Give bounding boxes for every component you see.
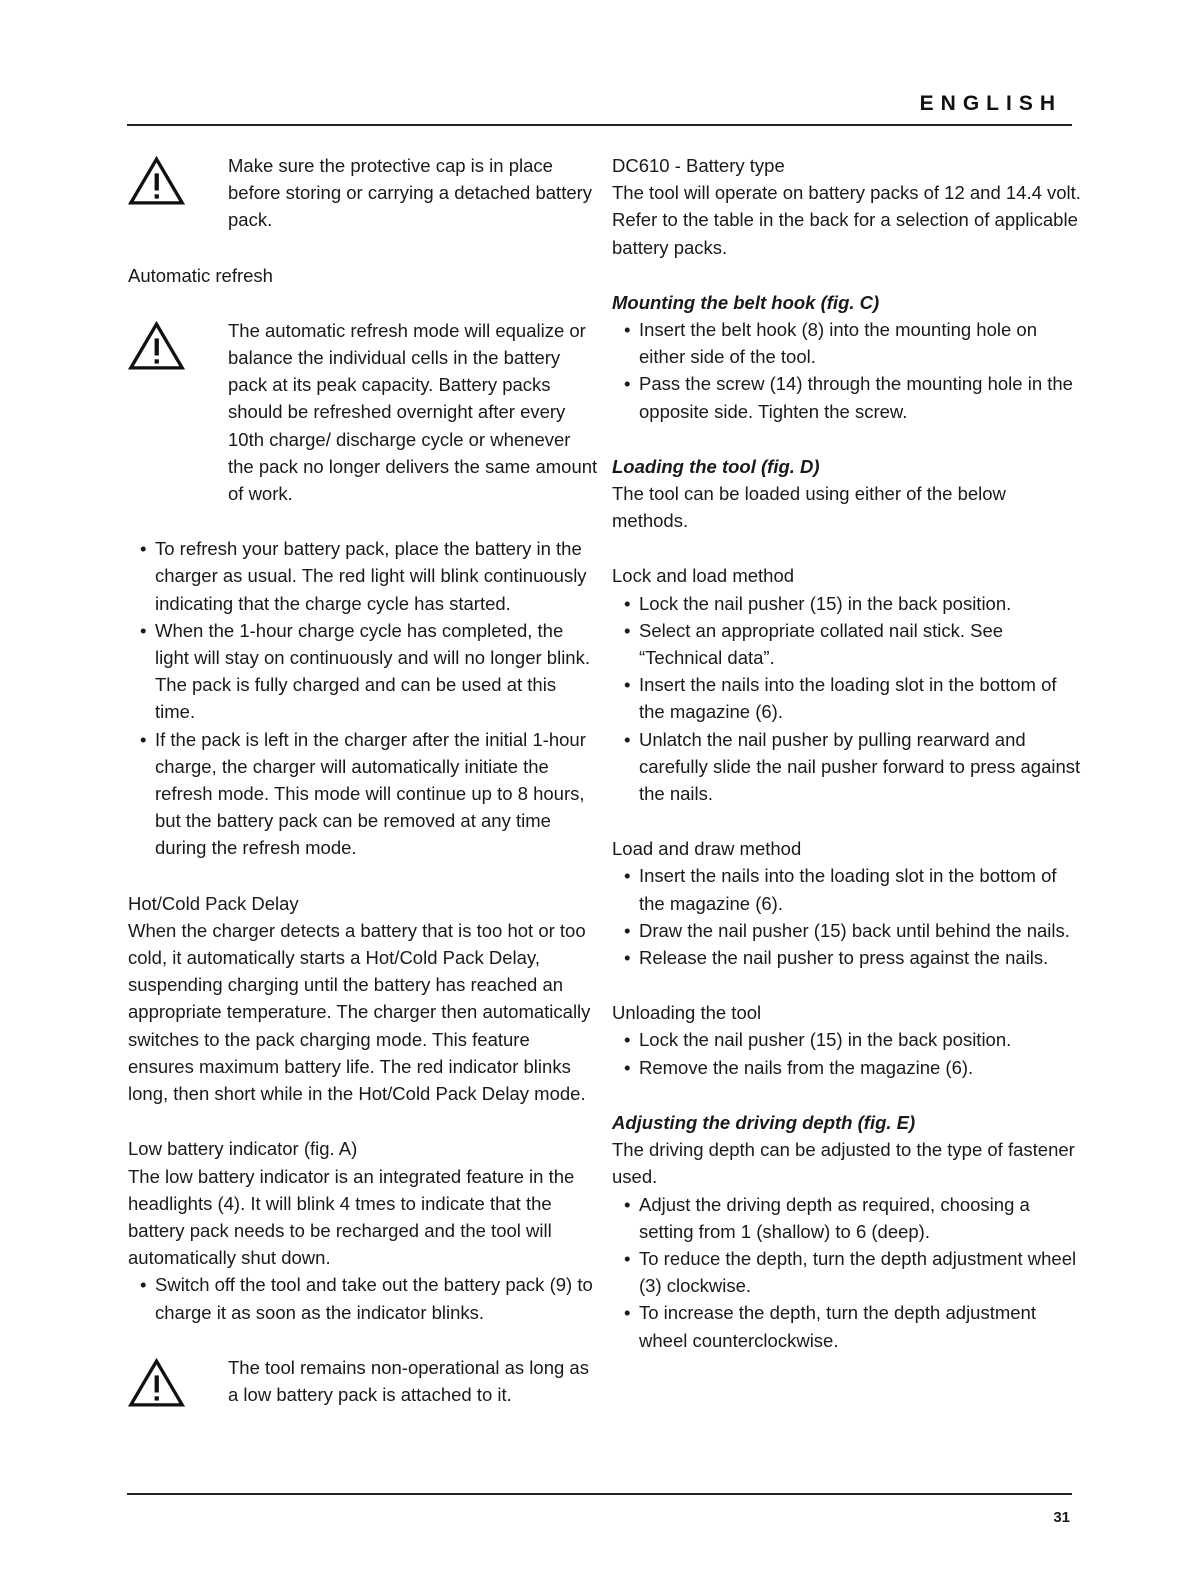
- warning-triangle-icon: [128, 321, 185, 371]
- section-title-loading: Loading the tool (fig. D): [612, 455, 820, 477]
- paragraph-low-battery: The low battery indicator is an integrated feature in the headlights (4). It will blink 4 tmes to indicate that the battery pack needs to be recharged and the tool will automatically shut down.: [128, 1165, 575, 1269]
- list-item: • Draw the nail pusher (15) back until behind the nails.: [612, 917, 1082, 944]
- list-item: • Pass the screw (14) through the mounting hole in the opposite side. Tighten the screw.: [612, 370, 1082, 424]
- language-header: ENGLISH: [919, 92, 1062, 115]
- warning-block-low-battery: [128, 1354, 598, 1408]
- warning-block-refresh: [128, 317, 598, 507]
- list-item: • Insert the nails into the loading slot in the bottom of the magazine (6).: [612, 862, 1082, 916]
- list-item: • Release the nail pusher to press against the nails.: [612, 944, 1082, 971]
- bullet-list-low-battery: [128, 1271, 598, 1325]
- section-title-hot-cold: Hot/Cold Pack Delay: [128, 892, 299, 914]
- bullet-list-load-draw: [612, 862, 1082, 971]
- section-title-battery-type: DC610 - Battery type: [612, 155, 785, 176]
- section-title-belt-hook: Mounting the belt hook (fig. C): [612, 291, 880, 313]
- list-item: • When the 1-hour charge cycle has completed, the light will stay on continuously and will no longer blink. The pack is fully charged and can be used at this time.: [128, 617, 598, 726]
- warning-text: Make sure the protective cap is in place before storing or carrying a detached battery pack.: [228, 155, 593, 231]
- paragraph-hot-cold: When the charger detects a battery that is too hot or too cold, it automatically starts a Hot/Cold Pack Delay, suspending charging until the battery has reached an appropriate temperature. The charger then automatically switches to the pack charging mode. This feature ensures maximum battery life. The red indicator blinks long, then short while in the Hot/Cold Pack Delay mode.: [128, 919, 591, 1105]
- list-item: • To increase the depth, turn the depth adjustment wheel counterclockwise.: [612, 1299, 1082, 1353]
- list-item: • Lock the nail pusher (15) in the back position.: [612, 1026, 1082, 1053]
- warning-triangle-icon: [128, 156, 185, 206]
- page-number: 31: [1053, 1509, 1070, 1526]
- section-title-lock-load: Lock and load method: [612, 565, 795, 587]
- list-item: • Remove the nails from the magazine (6).: [612, 1054, 1082, 1081]
- right-column: [612, 152, 1082, 1354]
- bullet-list-unloading: [612, 1026, 1082, 1080]
- list-item: • Unlatch the nail pusher by pulling rearward and carefully slide the nail pusher forward to press against the nails.: [612, 726, 1082, 808]
- list-item: • Insert the belt hook (8) into the mounting hole on either side of the tool.: [612, 316, 1082, 370]
- warning-block-cap: [128, 152, 598, 234]
- list-item: • To refresh your battery pack, place the battery in the charger as usual. The red light will blink continuously indicating that the charge cycle has started.: [128, 535, 598, 617]
- bullet-list-lock-load: [612, 590, 1082, 808]
- header-rule: [127, 124, 1072, 126]
- bullet-list-refresh: [128, 535, 598, 861]
- section-title-unloading: Unloading the tool: [612, 1002, 762, 1024]
- bullet-list-driving-depth: [612, 1191, 1082, 1354]
- warning-text: The tool remains non-operational as long as a low battery pack is attached to it.: [228, 1356, 589, 1405]
- list-item: • If the pack is left in the charger after the initial 1-hour charge, the charger will automatically initiate the refresh mode. This mode will continue up to 8 hours, but the battery pack can be removed at any time during the refresh mode.: [128, 726, 598, 862]
- section-title-low-battery: Low battery indicator (fig. A): [128, 1138, 358, 1160]
- section-title-driving-depth: Adjusting the driving depth (fig. E): [612, 1111, 916, 1133]
- list-item: • Insert the nails into the loading slot in the bottom of the magazine (6).: [612, 671, 1082, 725]
- paragraph-driving-depth: The driving depth can be adjusted to the type of fastener used.: [612, 1139, 1075, 1188]
- section-title-load-draw: Load and draw method: [612, 838, 802, 860]
- list-item: • Lock the nail pusher (15) in the back position.: [612, 590, 1082, 617]
- warning-triangle-icon: [128, 1358, 185, 1408]
- section-title-auto-refresh: Automatic refresh: [128, 264, 273, 286]
- paragraph-battery-type: The tool will operate on battery packs of 12 and 14.4 volt. Refer to the table in the back for a selection of applicable battery packs.: [612, 182, 1081, 258]
- list-item: • Switch off the tool and take out the battery pack (9) to charge it as soon as the indicator blinks.: [128, 1271, 598, 1325]
- warning-text: The automatic refresh mode will equalize or balance the individual cells in the battery pack at its peak capacity. Battery packs should be refreshed overnight after every 10th charge/ discharge cycle or whenever the pack no longer delivers the same amount of work.: [228, 319, 598, 505]
- list-item: • Adjust the driving depth as required, choosing a setting from 1 (shallow) to 6 (deep).: [612, 1191, 1082, 1245]
- list-item: • Select an appropriate collated nail stick. See “Technical data”.: [612, 617, 1082, 671]
- footer-rule: [127, 1493, 1072, 1495]
- bullet-list-belt-hook: [612, 316, 1082, 425]
- paragraph-loading: The tool can be loaded using either of the below methods.: [612, 483, 1006, 532]
- left-column: [128, 152, 598, 1408]
- list-item: • To reduce the depth, turn the depth adjustment wheel (3) clockwise.: [612, 1245, 1082, 1299]
